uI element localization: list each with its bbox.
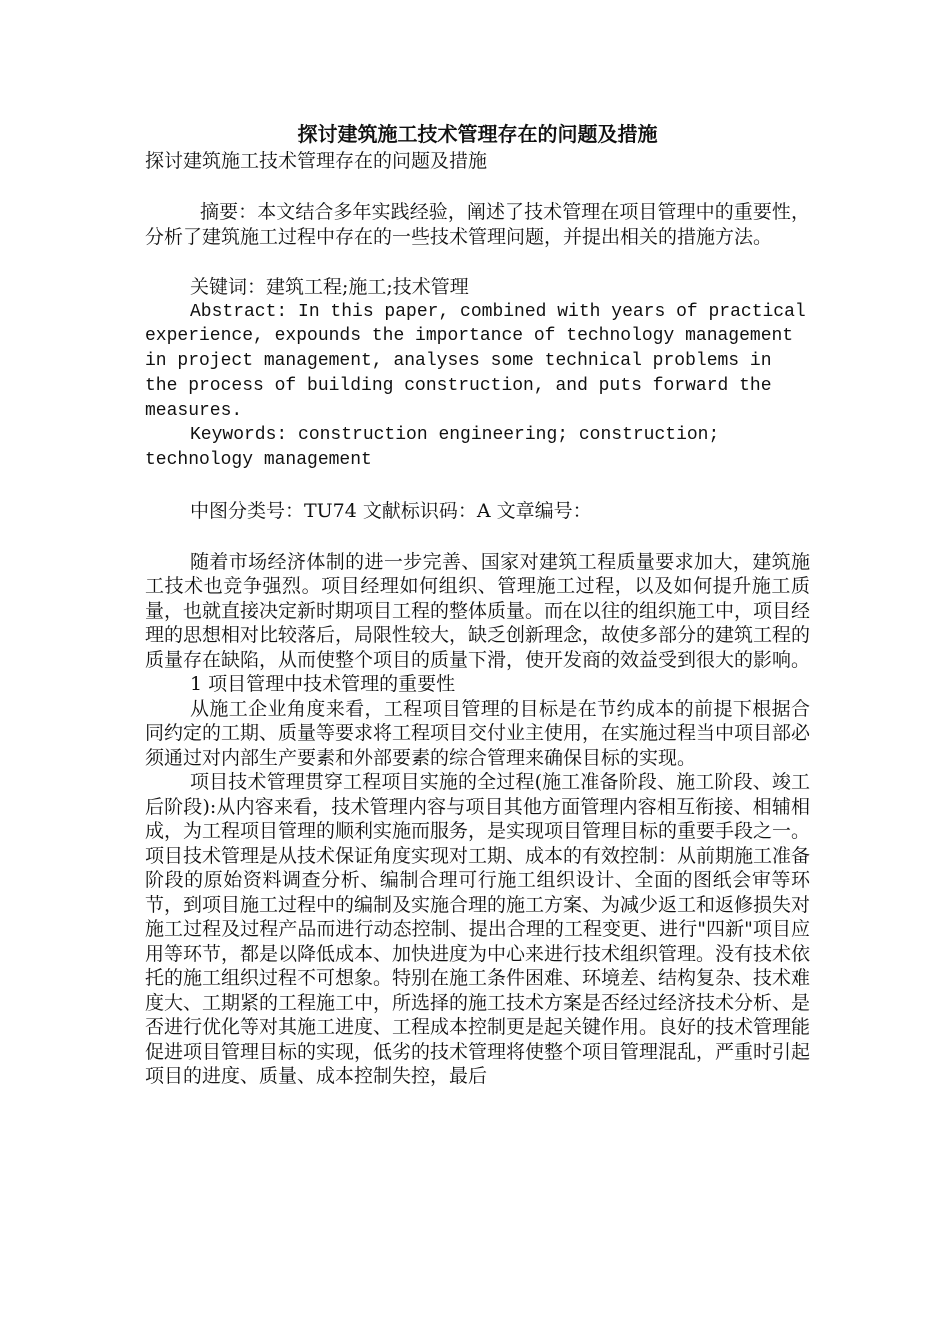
classification-line: 中图分类号：TU74 文献标识码：A 文章编号： [190,500,592,523]
keywords-en: Keywords: construction engineering; construction; technology management [145,425,720,471]
spacer [145,249,810,275]
spacer [145,524,810,550]
section-1-paragraph-2: 项目技术管理贯穿工程项目实施的全过程(施工准备阶段、施工阶段、竣工后阶段):从内容来看，技术管理内容与项目其他方面管理内容相互衔接、相辅相成，为工程项目管理的顺利实施而服务，是实现项目管理目标的重要手段之一。项目技术管理是从技术保证角度实现对工期、成本的有效控制：从前期施工准备阶段的原始资料调查分析、编制合理可行施工组织设计、全面的图纸会审等环节，到项目施工过程中的编制及实施合理的施工方案、为减少返工和返修损失对施工过程及过程产品而进行动态控制、提出合理的工程变更、进行"四新"项目应用等环节，都是以降低成本、加快进度为中心来进行技术组织管理。没有技术依托的施工组织过程不可想象。特别在施工条件困难、环境差、结构复杂、技术难度大、工期紧的工程施工中，所选择的施工技术方案是否经过经济技术分析、是否进行优化等对其施工进度、工程成本控制更是起关键作用。良好的技术管理能促进项目管理目标的实现，低劣的技术管理将使整个项目管理混乱，严重时引起项目的进度、质量、成本控制失控，最后 [145,771,811,1088]
document-subtitle: 探讨建筑施工技术管理存在的问题及措施 [145,150,488,172]
abstract-cn: 摘要：本文结合多年实践经验，阐述了技术管理在项目管理中的重要性，分析了建筑施工过程中存在的一些技术管理问题，并提出相关的措施方法。 [145,201,810,248]
section-1-paragraph-1: 从施工企业角度来看，工程项目管理的目标是在节约成本的前提下根据合同约定的工期、质量等要求将工程项目交付业主使用，在实施过程当中项目部必须通过对内部生产要素和外部要素的综合管理来确保目标的实现。 [145,697,811,769]
document-page [145,120,810,1089]
keywords-cn: 关键词：建筑工程;施工;技术管理 [190,276,469,298]
spacer [145,174,810,200]
abstract-en: Abstract: In this paper, combined with years of practical experience, expounds the importance of technology management in project management, analyses some technical problems in the process of building construction, and puts forward the measures. [145,301,806,421]
intro-paragraph: 随着市场经济体制的进一步完善、国家对建筑工程质量要求加大，建筑施工技术也竞争强烈。项目经理如何组织、管理施工过程，以及如何提升施工质量，也就直接决定新时期项目工程的整体质量。而在以往的组织施工中，项目经理的思想相对比较落后，局限性较大，缺乏创新理念，故使多部分的建筑工程的质量存在缺陷，从而使整个项目的质量下滑，使开发商的效益受到很大的影响。 [145,550,811,671]
spacer [145,473,810,499]
section-1-heading: 1 项目管理中技术管理的重要性 [190,673,456,696]
document-title: 探讨建筑施工技术管理存在的问题及措施 [297,122,658,146]
